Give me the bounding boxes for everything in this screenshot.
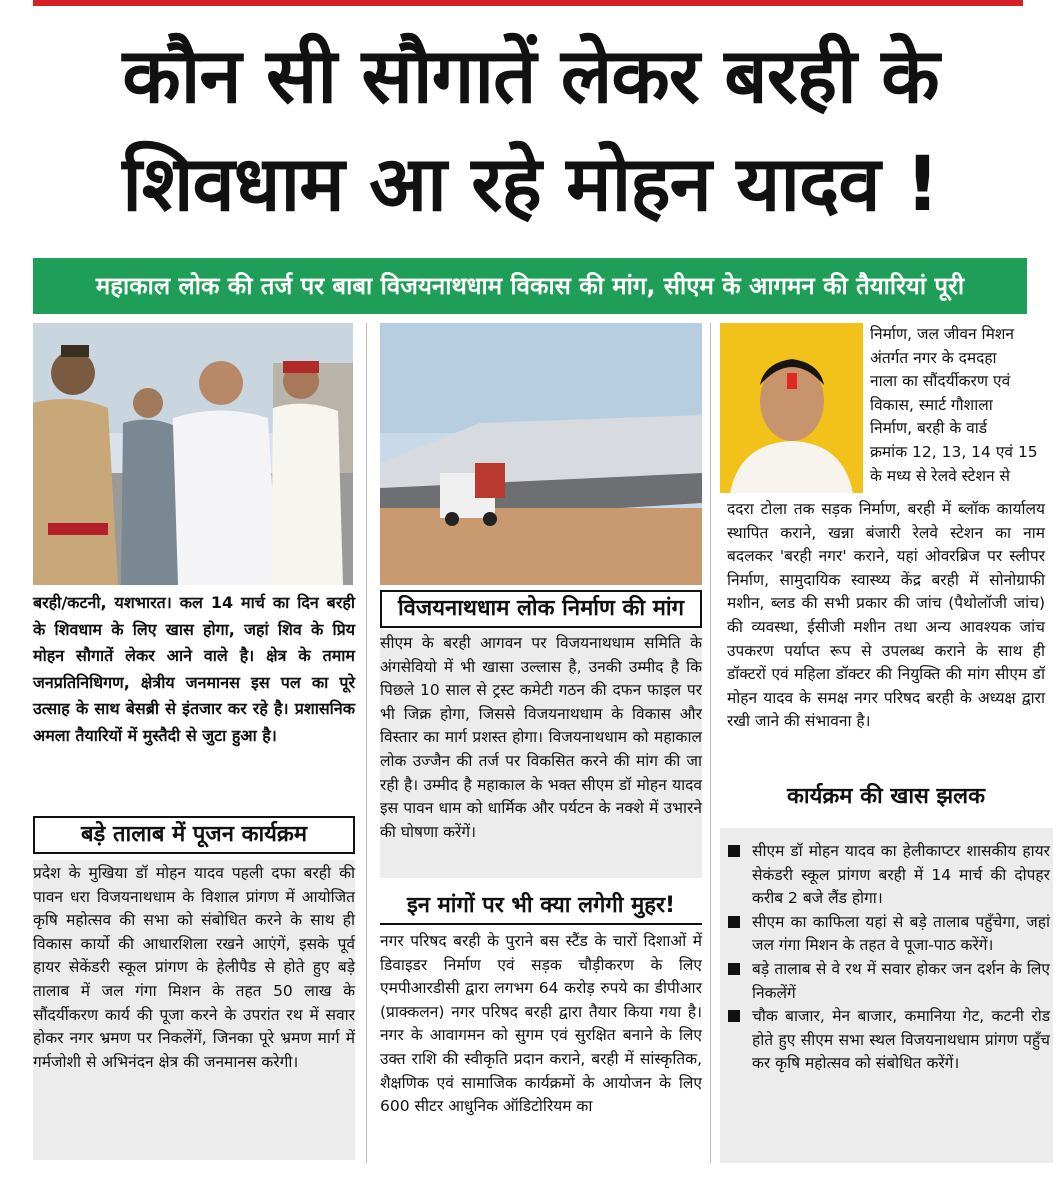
- text-line: नाला का सौंदर्यीकरण एवं: [870, 372, 1011, 391]
- section-title-lok-construction: विजयनाथधाम लोक निर्माण की मांग: [380, 590, 702, 628]
- column-1-body: [33, 862, 355, 1074]
- column-1: [33, 590, 355, 749]
- body-paragraph: नगर परिषद बरही के पुराने बस स्टैंड के चारों दिशाओं में डिवाइडर निर्माण एवं सड़क चौड़ीकरण के लिए एमपीआरडीसी द्वारा लगभग 64 करोड़ रुपये का डीपीआर (प्राक्कलन) नगर परिषद बरही द्वारा तैयार किया गया है। नगर के आवागमन को सुगम एवं सुरक्षित बनाने के लिए उक्त राशि की स्वीकृति प्रदान कराने, बरही में सांस्कृतिक, शैक्षणिक एवं सामाजिक कार्यक्रमों के आयोजन के लिए 600 सीटर आधुनिक ऑडिटोरियम का: [380, 932, 702, 1116]
- column-3-body: [727, 498, 1045, 734]
- subheadline-text: महाकाल लोक की तर्ज पर बाबा विजयनाथधाम विकास की मांग, सीएम के आगमन की तैयारियां पूरी: [95, 272, 965, 300]
- bullet-square-icon: [728, 916, 740, 928]
- officials-photo: [33, 323, 353, 585]
- column-2-section-2: [380, 930, 702, 1119]
- body-paragraph: सीएम के बरही आगवन पर विजयनाथधाम समिति के अंगसेवियो में भी खासा उल्लास है, उनकी उम्मीद है कि पिछले 10 साल से ट्रस्ट कमेटी गठन की दफन फाइल पर भी जिक्र होगा, जिससे विजयनाथधाम के विकास और विस्तार का मार्ग प्रशस्त होगा। विजयनाथधाम को महाकाल लोक उज्जैन की तर्ज पर विकसित करने की मांग की जा रही है। उम्मीद है महाकाल के भक्त सीएम डॉ मोहन यादव इस पावन धाम को धार्मिक और पर्यटन के नक्शे में उभारने की घोषणा करेंगें।: [380, 634, 703, 841]
- cm-portrait-photo: [720, 323, 863, 493]
- text-line: निर्माण, बरही के वार्ड: [870, 419, 988, 438]
- highlight-item: सीएम का काफिला यहां से बड़े तालाब पहुँचेगा, जहां जल गंगा मिशन के तहत वे पूजा-पाठ करेंगें।: [722, 911, 1050, 958]
- headline-line-2: शिवधाम आ रहे मोहन यादव !: [122, 139, 939, 228]
- text-line: क्रमांक 12, 13, 14 एवं 15: [870, 442, 1038, 461]
- highlights-list: [722, 840, 1050, 1076]
- body-paragraph: प्रदेश के मुखिया डॉ मोहन यादव पहली दफा बरही की पावन धरा विजयनाथधाम के विशाल प्रांगण में आयोजित कृषि महोत्सव की सभा को संबोधित करने के साथ ही विकास कार्यो की आधारशिला रखने आएंगें, इसके पूर्व हायर सेकेंडरी स्कूल प्रांगण के हेलीपैड से होते हुए बड़े तालाब में जल गंगा मिशन के तहत 50 लाख के सौंदर्यीकरण कार्य की पूजा करने के उपरांत रथ में सवार होकर नगर भ्रमण पर निकलेंगें, जिनका पूरे भ्रमण मार्ग में गर्मजोशी से अभिनंदन क्षेत्र की जनमानस करेगी।: [33, 864, 355, 1071]
- pandal-construction-photo: [380, 323, 702, 585]
- lead-paragraph: बरही/कटनी, यशभारत। कल 14 मार्च का दिन बरही के शिवधाम के लिए खास होगा, जहां शिव के प्रिय मोहन सौगातें लेकर आने वाले है। क्षेत्र के तमाम जनप्रतिनिधिगण, क्षेत्रीय जनमानस इस पल का पूरे उत्साह के साथ बेसब्री से इंतजार कर रहे है। प्रशासनिक अमला तैयारियों में मुस्तैदी से जुटा हुआ है।: [33, 593, 355, 745]
- column-3-beside-photo: [870, 323, 1053, 488]
- top-accent-bar: [33, 0, 1023, 6]
- column-divider: [710, 323, 711, 1163]
- column-2-section-1: [380, 632, 702, 844]
- headline-line-1: कौन सी सौगातें लेकर बरही के: [122, 31, 939, 120]
- text-line: विकास, स्मार्ट गौशाला: [870, 395, 993, 414]
- text-line: के मध्य से रेलवे स्टेशन से: [870, 466, 1011, 485]
- column-divider: [366, 323, 367, 1163]
- bullet-square-icon: [728, 1010, 740, 1022]
- subheadline-banner: [33, 258, 1027, 314]
- headline: [10, 22, 1051, 238]
- section-title-pond-worship: बड़े तालाब में पूजन कार्यक्रम: [33, 816, 355, 854]
- highlight-item: बड़े तालाब से वे रथ में सवार होकर जन दर्शन के लिए निकलेंगें: [722, 958, 1050, 1005]
- bullet-square-icon: [728, 845, 740, 857]
- body-paragraph: ददरा टोला तक सड़क निर्माण, बरही में ब्लॉक कार्यालय स्थापित कराने, खन्ना बंजारी रेलवे स्टेशन का नाम बदलकर 'बरही नगर' कराने, यहां ओवरब्रिज पर स्लीपर निर्माण, सामुदायिक स्वास्थ्य केंद्र बरही में सोनोग्राफी मशीन, ब्लड की सभी प्रकार की जांच (पैथोलॉजी जांच) की व्यवस्था, ईसीजी मशीन तथा अन्य आवश्यक जांच उपकरण पर्याप्त रूप से उपलब्ध कराने के साथ ही डॉक्टरों एवं महिला डॉक्टर की नियुक्ति की मांग सीएम डॉ मोहन यादव के समक्ष नगर परिषद बरही के अध्यक्ष द्वारा रखी जाने की संभावना है।: [727, 500, 1045, 731]
- text-line: अंतर्गत नगर के दमदहा: [870, 348, 997, 367]
- section-title-highlights: कार्यक्रम की खास झलक: [787, 784, 985, 809]
- text-line: निर्माण, जल जीवन मिशन: [870, 325, 1014, 343]
- highlight-item: सीएम डॉ मोहन यादव का हेलीकाप्टर शासकीय हायर सेकंडरी स्कूल प्रांगण बरही में 14 मार्च की दोपहर करीब 2 बजे लैंड होगा।: [722, 840, 1050, 911]
- bullet-square-icon: [728, 963, 740, 975]
- highlight-item: चौक बाजार, मेन बाजार, कमानिया गेट, कटनी रोड होते हुए सीएम सभा स्थल विजयनाथधाम प्रांगण पहुँच कर कृषि महोत्सव को संबोधित करेंगें।: [722, 1005, 1050, 1076]
- section-title-demands: इन मांगों पर भी क्या लगेगी मुहर!: [380, 889, 702, 925]
